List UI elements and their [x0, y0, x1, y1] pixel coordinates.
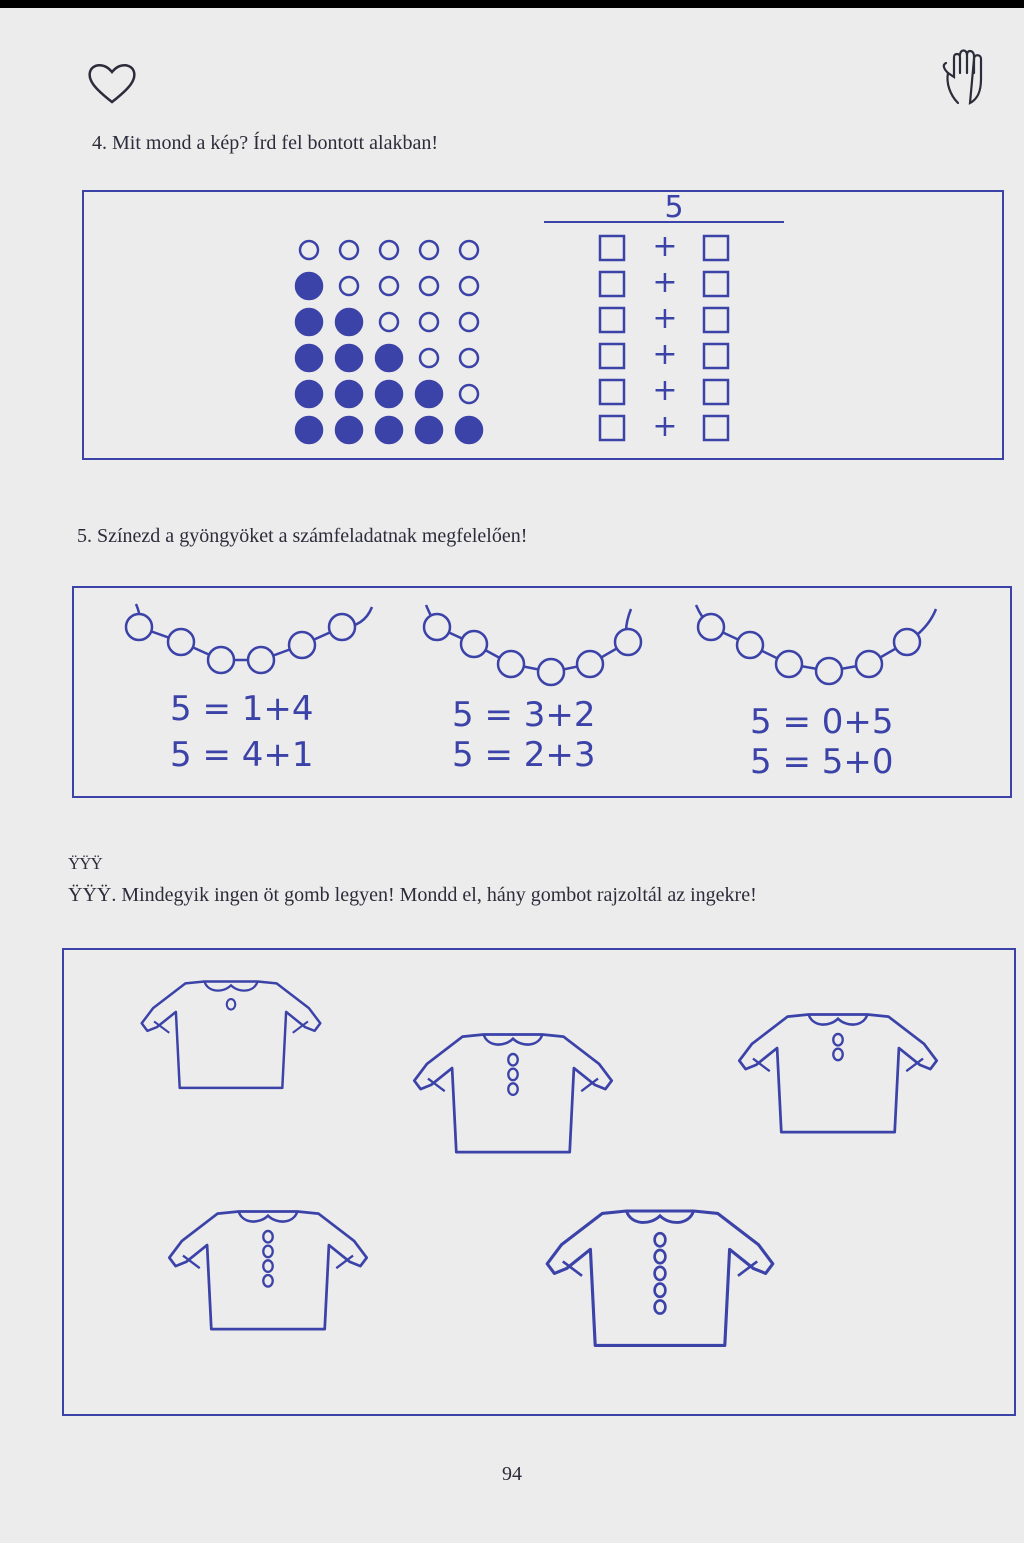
filled-bead — [296, 273, 322, 299]
necklace-1-equation-2: 5 = 4+1 — [170, 735, 314, 775]
bead — [126, 614, 152, 640]
shirt-button — [833, 1034, 842, 1046]
empty-bead — [420, 349, 438, 367]
filled-bead — [336, 381, 362, 407]
shirt-button — [833, 1049, 842, 1061]
filled-bead — [416, 417, 442, 443]
filled-bead — [376, 345, 402, 371]
filled-bead — [456, 417, 482, 443]
bead — [816, 658, 842, 684]
necklace-3 — [696, 605, 936, 684]
bead — [538, 659, 564, 685]
shirt-2 — [414, 1035, 611, 1153]
shirt-button — [655, 1250, 666, 1263]
shirt-collar — [204, 982, 257, 991]
filled-bead — [376, 381, 402, 407]
empty-bead — [460, 349, 478, 367]
shirt-button — [508, 1069, 517, 1081]
answer-box-left — [600, 308, 624, 332]
answer-box-right — [704, 416, 728, 440]
bead — [289, 632, 315, 658]
empty-bead — [420, 241, 438, 259]
shirt-5 — [547, 1211, 773, 1345]
shirt-button — [227, 999, 236, 1009]
answer-box-right — [704, 236, 728, 260]
empty-bead — [420, 277, 438, 295]
exercise-4-box — [82, 190, 1004, 460]
shirt-outline — [142, 982, 321, 1088]
workbook-page — [0, 8, 1024, 1543]
filled-bead — [296, 381, 322, 407]
empty-bead — [460, 241, 478, 259]
answer-box-left — [600, 416, 624, 440]
difficulty-markers-icon: ŸŸŸ — [68, 854, 102, 873]
shirt-button — [508, 1083, 517, 1095]
shirt-outline — [547, 1211, 773, 1345]
exercise-6-drawing — [64, 950, 1018, 1418]
filled-bead — [296, 417, 322, 443]
bead — [856, 651, 882, 677]
shirt-button — [263, 1231, 272, 1243]
filled-bead — [336, 417, 362, 443]
filled-bead — [376, 417, 402, 443]
exercise-5-title: 5. Színezd a gyöngyöket a számfeladatnak megfelelően! — [77, 525, 528, 547]
plus-sign: + — [652, 373, 678, 408]
answer-box-right — [704, 380, 728, 404]
empty-bead — [300, 241, 318, 259]
filled-bead — [336, 345, 362, 371]
filled-bead — [296, 309, 322, 335]
empty-bead — [460, 277, 478, 295]
shirt-button — [263, 1260, 272, 1272]
page-number: 94 — [502, 1463, 522, 1485]
shirt-outline — [739, 1015, 936, 1133]
top-number: 5 — [664, 190, 684, 225]
bead — [208, 647, 234, 673]
shirt-button — [655, 1233, 666, 1246]
empty-bead — [460, 313, 478, 331]
answer-box-left — [600, 236, 624, 260]
shirt-collar — [809, 1015, 868, 1025]
bead — [424, 614, 450, 640]
exercise-6-title: ŸŸŸ. Mindegyik ingen öt gomb legyen! Mondd el, hány gombot rajzoltál az ingekre! — [68, 884, 757, 906]
empty-bead — [380, 241, 398, 259]
exercise-6-box — [62, 948, 1016, 1416]
exercise-5-box — [72, 586, 1012, 798]
necklace-3-equation-1: 5 = 0+5 — [750, 702, 894, 742]
empty-bead — [380, 277, 398, 295]
bead — [461, 631, 487, 657]
necklace-3-equation-2: 5 = 5+0 — [750, 742, 894, 782]
necklace-1 — [126, 604, 372, 673]
shirt-button — [655, 1267, 666, 1280]
bead — [737, 632, 763, 658]
filled-bead — [296, 345, 322, 371]
shirt-outline — [414, 1035, 611, 1153]
filled-bead — [336, 309, 362, 335]
answer-box-right — [704, 308, 728, 332]
shirt-button — [263, 1246, 272, 1258]
shirt-3 — [739, 1015, 936, 1133]
necklace-2-equation-2: 5 = 2+3 — [452, 735, 596, 775]
shirt-4 — [169, 1212, 366, 1330]
heart-icon — [82, 58, 142, 108]
plus-sign: + — [652, 409, 678, 444]
empty-bead — [380, 313, 398, 331]
necklace-2-equation-1: 5 = 3+2 — [452, 695, 596, 735]
shirt-button — [263, 1275, 272, 1287]
answer-box-right — [704, 344, 728, 368]
shirt-collar — [484, 1035, 543, 1045]
answer-box-right — [704, 272, 728, 296]
bead — [615, 629, 641, 655]
shirt-collar — [626, 1211, 693, 1222]
empty-bead — [340, 277, 358, 295]
bead — [498, 651, 524, 677]
answer-box-left — [600, 344, 624, 368]
necklace-1-equation-1: 5 = 1+4 — [170, 689, 314, 729]
shirt-outline — [169, 1212, 366, 1330]
hand-icon — [940, 43, 1000, 113]
bead — [776, 651, 802, 677]
shirt-button — [508, 1054, 517, 1066]
plus-sign: + — [652, 265, 678, 300]
filled-bead — [416, 381, 442, 407]
plus-sign: + — [652, 229, 678, 264]
plus-sign: + — [652, 337, 678, 372]
necklace-2 — [424, 605, 641, 685]
bead — [168, 629, 194, 655]
bead — [698, 614, 724, 640]
exercise-4-title: 4. Mit mond a kép? Írd fel bontott alakban! — [92, 132, 439, 154]
shirt-collar — [239, 1212, 298, 1222]
empty-bead — [420, 313, 438, 331]
answer-box-left — [600, 380, 624, 404]
answer-box-left — [600, 272, 624, 296]
bead — [894, 629, 920, 655]
shirt-1 — [142, 982, 321, 1088]
plus-sign: + — [652, 301, 678, 336]
empty-bead — [340, 241, 358, 259]
empty-bead — [460, 385, 478, 403]
shirt-button — [655, 1284, 666, 1297]
bead — [329, 614, 355, 640]
bead — [577, 651, 603, 677]
bead — [248, 647, 274, 673]
shirt-button — [655, 1300, 666, 1313]
exercise-4-drawing — [84, 192, 1006, 462]
